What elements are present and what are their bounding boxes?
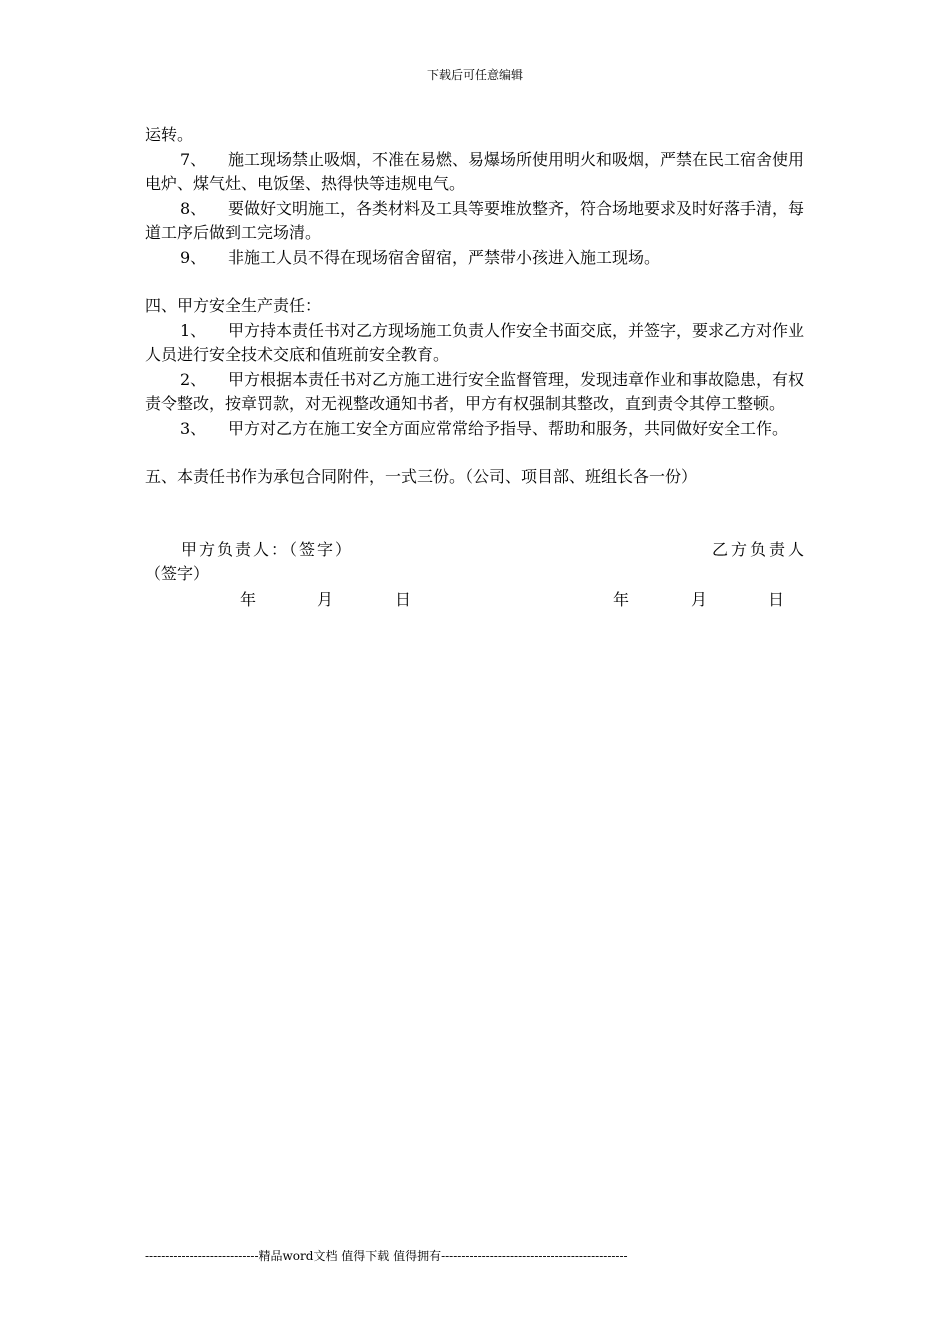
item-number: 9、 xyxy=(180,247,207,267)
party-a-year: 年 xyxy=(240,589,257,609)
list-item xyxy=(145,148,807,197)
item-number: 3、 xyxy=(180,418,207,438)
item-number: 1、 xyxy=(180,320,207,340)
item-text: 施工现场禁止吸烟，不准在易燃、易爆场所使用明火和吸烟，严禁在民工宿舍使用电炉、煤气灶、电饭堡、热得快等违规电气。 xyxy=(145,149,805,193)
party-a-month: 月 xyxy=(317,589,334,609)
list-item xyxy=(145,417,807,442)
party-a-signature-label: 甲方负责人：（签字） xyxy=(181,539,354,559)
party-b-year: 年 xyxy=(613,589,630,609)
party-b-sign-line: （签字） xyxy=(145,563,210,583)
item-text: 甲方根据本责任书对乙方施工进行安全监督管理，发现违章作业和事故隐患，有权责令整改，按章罚款，对无视整改通知书者，甲方有权强制其整改，直到责令其停工整顿。 xyxy=(145,369,805,413)
page-header: 下载后可任意编辑 xyxy=(426,68,523,82)
item-number: 7、 xyxy=(180,149,207,169)
list-item xyxy=(145,368,807,417)
item-text: 要做好文明施工，各类材料及工具等要堆放整齐，符合场地要求及时好落手清，每道工序后做到工完场清。 xyxy=(145,198,805,242)
page-footer: ----------------------------精品word文档 值得下载 值得拥有---------------------------------------------- xyxy=(145,1249,628,1263)
item-number: 2、 xyxy=(180,369,207,389)
paragraph-continuation: 运转。 xyxy=(145,125,194,144)
party-b-signature-label: 乙方负责人 xyxy=(711,539,807,559)
spacer xyxy=(145,441,807,465)
signature-row xyxy=(145,538,807,562)
section-heading: 四、甲方安全生产责任： xyxy=(145,296,322,315)
party-b-day: 日 xyxy=(768,589,785,609)
party-b-month: 月 xyxy=(691,589,708,609)
item-number: 8、 xyxy=(180,198,207,218)
item-text: 非施工人员不得在现场宿舍留宿，严禁带小孩进入施工现场。 xyxy=(228,247,661,267)
list-item xyxy=(145,319,807,368)
section-five-text: 五、本责任书作为承包合同附件，一式三份。（公司、项目部、班组长各一份） xyxy=(145,467,698,486)
document-body xyxy=(145,123,807,614)
spacer xyxy=(145,270,807,294)
party-a-day: 日 xyxy=(395,589,412,609)
list-item xyxy=(145,246,807,271)
item-text: 甲方对乙方在施工安全方面应常常给予指导、帮助和服务，共同做好安全工作。 xyxy=(228,418,789,438)
item-text: 甲方持本责任书对乙方现场施工负责人作安全书面交底，并签字，要求乙方对作业人员进行安全技术交底和值班前安全教育。 xyxy=(145,320,805,364)
list-item xyxy=(145,197,807,246)
date-row xyxy=(145,586,807,614)
